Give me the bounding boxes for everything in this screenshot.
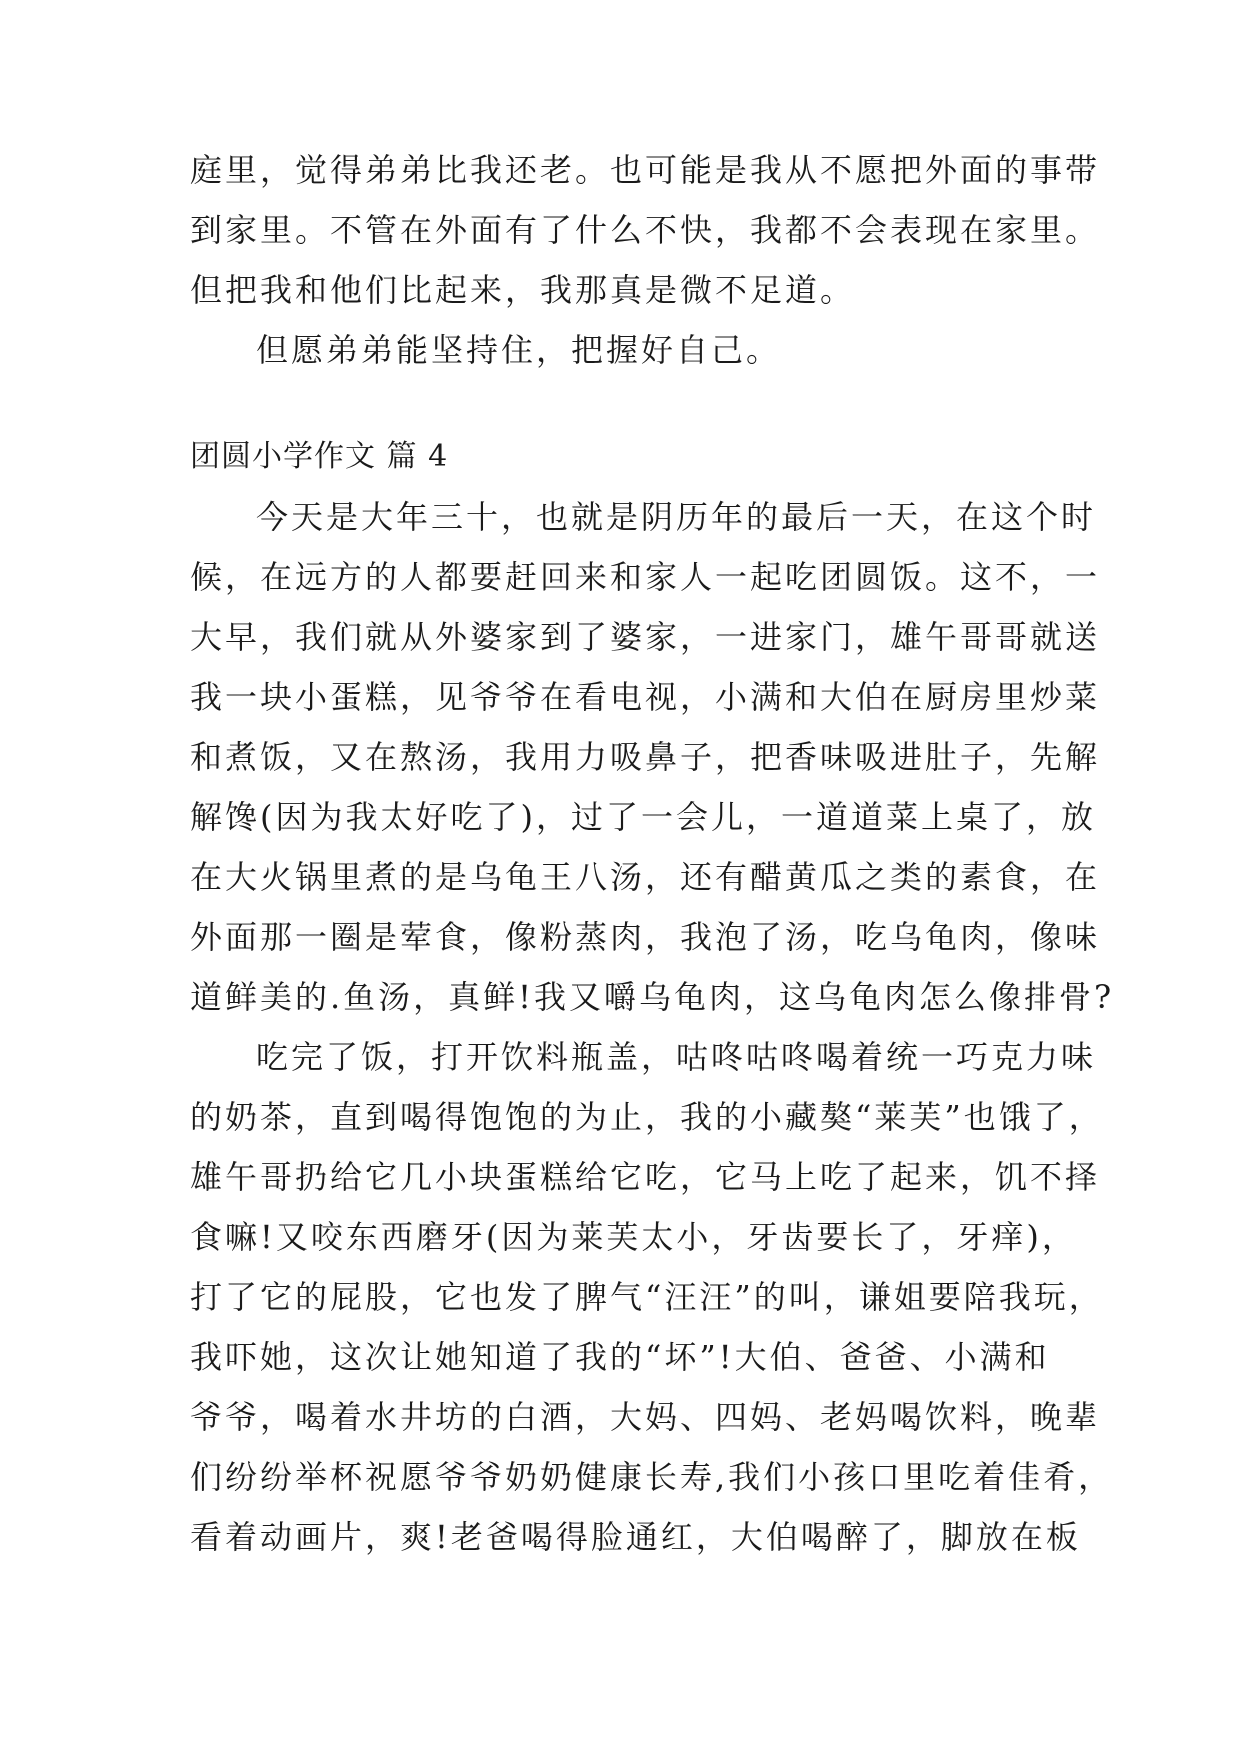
text-line: 打了它的屁股，它也发了脾气“汪汪”的叫，谦姐要陪我玩， (190, 1278, 1104, 1316)
paragraph-first-line: 但愿弟弟能坚持住，把握好自己。 (256, 331, 782, 369)
text-line: 外面那一圈是荤食，像粉蒸肉，我泡了汤，吃乌龟肉，像味 (190, 918, 1101, 956)
paragraph-first-line: 吃完了饭，打开饮料瓶盖，咕咚咕咚喝着统一巧克力味 (256, 1038, 1097, 1076)
text-line: 爷爷，喝着水井坊的白酒，大妈、四妈、老妈喝饮料，晚辈 (190, 1398, 1101, 1436)
text-line: 候，在远方的人都要赶回来和家人一起吃团圆饭。这不，一 (190, 558, 1101, 596)
text-line: 道鲜美的.鱼汤，真鲜!我又嚼乌龟肉，这乌龟肉怎么像排骨? (190, 978, 1115, 1016)
text-line: 庭里，觉得弟弟比我还老。也可能是我从不愿把外面的事带 (190, 151, 1101, 189)
text-line: 大早，我们就从外婆家到了婆家，一进家门，雄午哥哥就送 (190, 618, 1101, 656)
text-line: 解馋(因为我太好吃了)，过了一会儿，一道道菜上桌了，放 (190, 798, 1096, 836)
paragraph-first-line: 今天是大年三十，也就是阴历年的最后一天，在这个时 (256, 498, 1097, 536)
text-line: 的奶茶，直到喝得饱饱的为止，我的小藏獒“莱芙”也饿了， (190, 1098, 1104, 1136)
text-line: 和煮饭，又在熬汤，我用力吸鼻子，把香味吸进肚子，先解 (190, 738, 1101, 776)
text-line: 在大火锅里煮的是乌龟王八汤，还有醋黄瓜之类的素食，在 (190, 858, 1101, 896)
text-line: 我一块小蛋糕，见爷爷在看电视，小满和大伯在厨房里炒菜 (190, 678, 1101, 716)
text-line: 们纷纷举杯祝愿爷爷奶奶健康长寿,我们小孩口里吃着佳肴， (190, 1458, 1114, 1496)
text-line: 到家里。不管在外面有了什么不快，我都不会表现在家里。 (190, 211, 1101, 249)
text-line: 我吓她，这次让她知道了我的“坏”!大伯、爸爸、小满和 (190, 1338, 1050, 1376)
text-line: 看着动画片，爽!老爸喝得脸通红，大伯喝醉了，脚放在板 (190, 1518, 1081, 1556)
section-heading: 团圆小学作文 篇 4 (190, 439, 449, 474)
text-line: 雄午哥扔给它几小块蛋糕给它吃，它马上吃了起来，饥不择 (190, 1158, 1101, 1196)
text-line: 食嘛!又咬东西磨牙(因为莱芙太小，牙齿要长了，牙痒)， (190, 1218, 1077, 1256)
text-line: 但把我和他们比起来，我那真是微不足道。 (190, 271, 856, 309)
